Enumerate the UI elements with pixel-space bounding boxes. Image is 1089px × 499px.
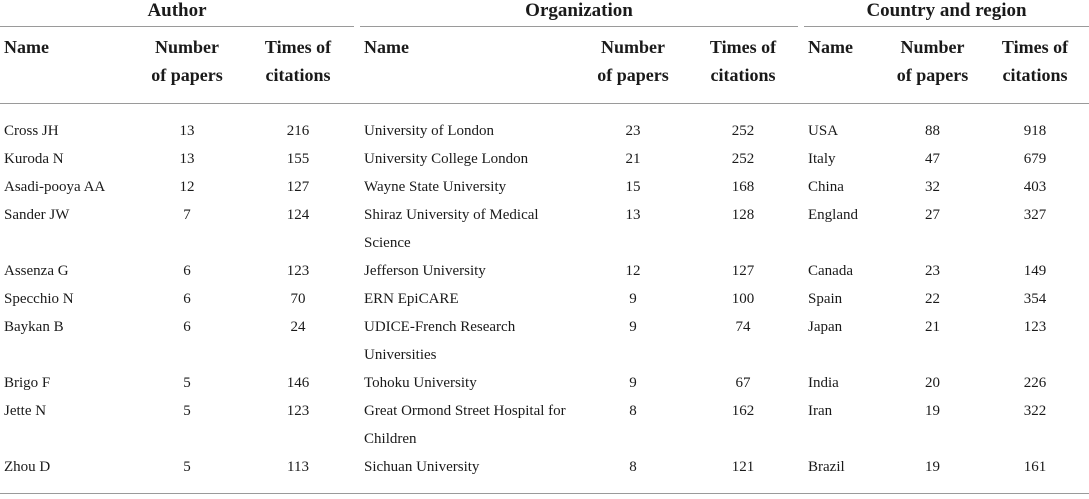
country-citations-cell: 403 — [1023, 179, 1047, 195]
org-citations-cell: 162 — [731, 403, 755, 419]
author-name-cell: Kuroda N — [4, 151, 64, 167]
country-citations-cell: 226 — [1023, 375, 1047, 391]
org-citations-cell: 252 — [731, 151, 755, 167]
country-name-cell: Spain — [808, 291, 843, 307]
country-name-cell: Canada — [808, 263, 853, 279]
author-citations-cell: 113 — [242, 453, 354, 494]
org-citations-cell: 168 — [731, 179, 755, 195]
org-papers-cell: 12 — [625, 263, 641, 279]
country-citations-cell: 123 — [1023, 319, 1047, 335]
author-name-cell: Sander JW — [4, 207, 70, 223]
author-citations-cell: 123 — [286, 263, 310, 279]
org-citations-cell: 252 — [731, 123, 755, 139]
org-papers-cell: 8 — [629, 403, 637, 419]
org-papers-cell: 9 — [629, 291, 637, 307]
author-papers-cell: 12 — [179, 179, 195, 195]
country-papers-cell: 19 — [925, 403, 941, 419]
country-name-cell: USA — [808, 123, 839, 139]
author-papers-cell: 6 — [183, 319, 191, 335]
author-citations-cell: 155 — [286, 151, 310, 167]
org-citations-cell: 67 — [735, 375, 751, 391]
country-papers-cell: 27 — [925, 207, 941, 223]
org-name-cell: Tohoku University — [364, 375, 477, 391]
country-papers-cell: 32 — [925, 179, 941, 195]
org-papers-cell: 23 — [625, 123, 641, 139]
author-papers-cell: 13 — [179, 151, 195, 167]
org-citations-cell: 121 — [688, 453, 798, 494]
col-org-name: Name — [360, 27, 578, 104]
author-citations-cell: 127 — [286, 179, 310, 195]
author-citations-cell: 146 — [286, 375, 310, 391]
group-country: Country and region — [804, 0, 1089, 27]
author-papers-cell: 5 — [183, 403, 191, 419]
country-name-cell: England — [808, 207, 859, 223]
org-papers-cell: 9 — [629, 319, 637, 335]
org-citations-cell: 127 — [731, 263, 755, 279]
author-name-cell: Baykan B — [4, 319, 64, 335]
country-name-cell: Japan — [808, 319, 843, 335]
author-citations-cell: 124 — [286, 207, 310, 223]
column-header-row — [0, 27, 1089, 104]
country-papers-cell: 19 — [884, 453, 981, 494]
country-papers-cell: 22 — [925, 291, 941, 307]
org-name-cell: Great Ormond Street Hospital for Children — [364, 403, 566, 447]
country-papers-cell: 47 — [925, 151, 941, 167]
country-papers-cell: 20 — [925, 375, 941, 391]
country-citations-cell: 161 — [981, 453, 1089, 494]
col-country-name: Name — [804, 27, 884, 104]
table-row — [0, 397, 1089, 453]
table-row — [0, 257, 1089, 285]
org-citations-cell: 128 — [731, 207, 755, 223]
author-name-cell: Cross JH — [4, 123, 59, 139]
group-organization: Organization — [360, 0, 798, 27]
table-row — [0, 285, 1089, 313]
col-author-name: Name — [0, 27, 132, 104]
country-name-cell: Iran — [808, 403, 833, 419]
col-org-citations: Times of citations — [688, 27, 798, 104]
org-name-cell: UDICE-French Research Universities — [364, 319, 516, 363]
country-papers-cell: 88 — [925, 123, 941, 139]
country-name-cell: China — [808, 179, 844, 195]
table-row — [0, 145, 1089, 173]
author-papers-cell: 5 — [183, 375, 191, 391]
author-name-cell: Asadi-pooya AA — [4, 179, 106, 195]
org-name-cell: University of London — [364, 123, 494, 139]
author-papers-cell: 7 — [183, 207, 191, 223]
col-author-citations: Times of citations — [242, 27, 354, 104]
table-row — [0, 201, 1089, 257]
country-name-cell: Italy — [808, 151, 836, 167]
table-row — [0, 369, 1089, 397]
author-papers-cell: 6 — [183, 263, 191, 279]
author-papers-cell: 13 — [179, 123, 195, 139]
author-name-cell: Jette N — [4, 403, 47, 419]
author-citations-cell: 216 — [286, 123, 310, 139]
country-name-cell: India — [808, 375, 839, 391]
author-name-cell: Specchio N — [4, 291, 74, 307]
country-citations-cell: 354 — [1023, 291, 1047, 307]
author-citations-cell: 70 — [290, 291, 306, 307]
table-row — [0, 313, 1089, 369]
author-name-cell: Zhou D — [0, 453, 132, 494]
org-name-cell: Shiraz University of Medical Science — [364, 207, 539, 251]
table-row — [0, 104, 1089, 146]
country-name-cell: Brazil — [804, 453, 884, 494]
table-row — [0, 173, 1089, 201]
country-citations-cell: 149 — [1023, 263, 1047, 279]
country-papers-cell: 21 — [925, 319, 941, 335]
col-author-papers: Number of papers — [132, 27, 242, 104]
country-citations-cell: 327 — [1023, 207, 1047, 223]
group-header-row — [0, 0, 1089, 27]
author-citations-cell: 24 — [290, 319, 306, 335]
author-citations-cell: 123 — [286, 403, 310, 419]
org-name-cell: Jefferson University — [364, 263, 486, 279]
author-papers-cell: 5 — [132, 453, 242, 494]
country-citations-cell: 918 — [1023, 123, 1047, 139]
author-papers-cell: 6 — [183, 291, 191, 307]
table-row — [0, 453, 1089, 494]
country-papers-cell: 23 — [925, 263, 941, 279]
col-country-citations: Times of citations — [981, 27, 1089, 104]
org-papers-cell: 8 — [578, 453, 688, 494]
table-body — [0, 104, 1089, 494]
country-citations-cell: 322 — [1023, 403, 1047, 419]
group-author: Author — [0, 0, 354, 27]
org-citations-cell: 74 — [735, 319, 751, 335]
author-name-cell: Assenza G — [4, 263, 69, 279]
col-org-papers: Number of papers — [578, 27, 688, 104]
org-name-cell: University College London — [364, 151, 529, 167]
country-citations-cell: 679 — [1023, 151, 1047, 167]
org-citations-cell: 100 — [731, 291, 755, 307]
org-papers-cell: 13 — [625, 207, 641, 223]
org-name-cell: Wayne State University — [364, 179, 507, 195]
org-papers-cell: 15 — [625, 179, 641, 195]
col-country-papers: Number of papers — [884, 27, 981, 104]
org-name-cell: Sichuan University — [360, 453, 578, 494]
org-papers-cell: 21 — [625, 151, 641, 167]
org-papers-cell: 9 — [629, 375, 637, 391]
org-name-cell: ERN EpiCARE — [364, 291, 459, 307]
author-name-cell: Brigo F — [4, 375, 51, 391]
